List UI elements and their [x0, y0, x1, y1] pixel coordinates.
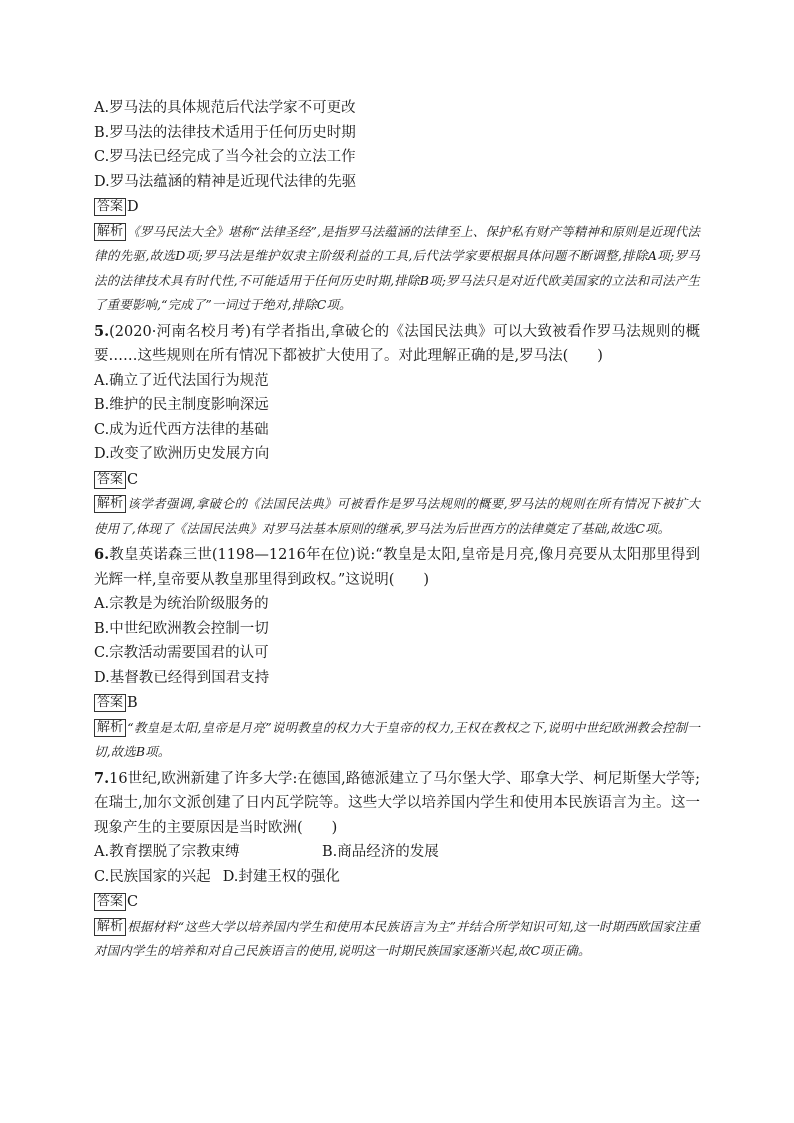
q5-stem-text: (2020·河南名校月考)有学者指出,拿破仑的《法国民法典》可以大致被看作罗马法规则的概要……这些规则在所有情况下都被扩大使用了。对此理解正确的是,罗马法( ) [94, 323, 700, 364]
q6-number: 6. [94, 546, 110, 563]
explanation-tag: 解析 [94, 223, 126, 241]
q6-option-c: C.宗教活动需要国君的认可 [94, 645, 269, 661]
q6-option-d: D.基督教已经得到国君支持 [94, 669, 270, 686]
explanation-tag: 解析 [94, 918, 126, 936]
q7-option-a: A.教育摆脱了宗教束缚 [94, 844, 240, 860]
q5-number: 5. [94, 322, 110, 340]
question-5 [94, 320, 700, 542]
q5-stem [94, 320, 700, 369]
q6-stem [94, 543, 700, 592]
q5-explanation-text: 该学者强调,拿破仑的《法国民法典》可被看作是罗马法规则的概要,罗马法的规则在所有情况下被扩大使用了,体现了《法国民法典》对罗马法基本原则的继承,罗马法为后世西方的法律奠定了基础,故选C项。 [94, 496, 700, 536]
answer-tag: 答案 [94, 694, 126, 712]
q5-answer-value: C [127, 471, 139, 488]
q7-options-row-1 [94, 840, 700, 865]
q6-explanation-text: “教皇是太阳,皇帝是月亮”说明教皇的权力大于皇帝的权力,王权在教权之下,说明中世纪欧洲教会控制一切,故选B项。 [94, 719, 700, 759]
question-6 [94, 543, 700, 765]
answer-tag: 答案 [94, 471, 126, 489]
q4-option-b: B.罗马法的法律技术适用于任何历史时期 [94, 124, 356, 141]
question-7 [94, 767, 700, 964]
q7-option-c: C.民族国家的兴起 [94, 868, 211, 885]
q5-answer [94, 468, 700, 493]
q6-option-a: A.宗教是为统治阶级服务的 [94, 596, 269, 612]
q4-answer [94, 195, 700, 220]
q5-option-b: B.维护的民主制度影响深远 [94, 397, 269, 413]
q4-answer-value: D [127, 199, 139, 215]
q6-answer [94, 691, 700, 716]
q7-explanation-text: 根据材料“这些大学以培养国内学生和使用本民族语言为主”并结合所学知识可知,这一时期西欧国家注重对国内学生的培养和对自己民族语言的使用,说明这一时期民族国家逐渐兴起,故C项正确。 [94, 918, 700, 958]
q4-explanation [94, 220, 700, 318]
document-page [94, 96, 700, 966]
q4-option-c: C.罗马法已经完成了当今社会的立法工作 [94, 149, 356, 165]
q7-explanation [94, 915, 700, 964]
q5-option-a: A.确立了近代法国行为规范 [94, 372, 269, 389]
q7-options-row-2 [94, 865, 700, 890]
explanation-tag: 解析 [94, 719, 126, 737]
q4-explanation-text: 《罗马民法大全》堪称“法律圣经”,是指罗马法蕴涵的法律至上、保护私有财产等精神和原则是近现代法律的先驱,故选D项;罗马法是维护奴隶主阶级利益的工具,后代法学家要根据具体问题不断调整,排除A项;罗马法的法律技术具有时代性,不可能适用于任何历史时期,排除B项;罗马法只是对近代欧美国家的立法和司法产生了重要影响,“完成了”一词过于绝对,排除C项。 [94, 223, 700, 312]
q5-option-d: D.改变了欧洲历史发展方向 [94, 446, 270, 462]
q7-option-b: B.商品经济的发展 [322, 844, 439, 860]
answer-tag: 答案 [94, 198, 126, 216]
q7-number: 7. [94, 769, 110, 787]
explanation-tag: 解析 [94, 495, 126, 513]
q6-answer-value: B [127, 695, 138, 711]
q6-stem-text: 教皇英诺森三世(1198—1216年在位)说:“教皇是太阳,皇帝是月亮,像月亮要从太阳那里得到光辉一样,皇帝要从教皇那里得到政权。”这说明( ) [94, 547, 700, 588]
q7-option-d: D.封建王权的强化 [222, 868, 340, 885]
q5-option-c: C.成为近代西方法律的基础 [94, 421, 269, 438]
q4-option-a: A.罗马法的具体规范后代法学家不可更改 [94, 100, 356, 116]
q7-answer [94, 890, 700, 915]
question-4 [94, 96, 700, 318]
q7-answer-value: C [127, 894, 139, 910]
q6-explanation [94, 716, 700, 765]
q7-stem [94, 767, 700, 841]
q7-stem-text: 16世纪,欧洲新建了许多大学:在德国,路德派建立了马尔堡大学、耶拿大学、柯尼斯堡大学等;在瑞士,加尔文派创建了日内瓦学院等。这些大学以培养国内学生和使用本民族语言为主。这一现象产生的主要原因是当时欧洲( ) [94, 770, 700, 836]
q4-option-d: D.罗马法蕴涵的精神是近现代法律的先驱 [94, 173, 357, 190]
q6-option-b: B.中世纪欧洲教会控制一切 [94, 620, 269, 637]
q5-explanation [94, 492, 700, 541]
answer-tag: 答案 [94, 893, 126, 911]
